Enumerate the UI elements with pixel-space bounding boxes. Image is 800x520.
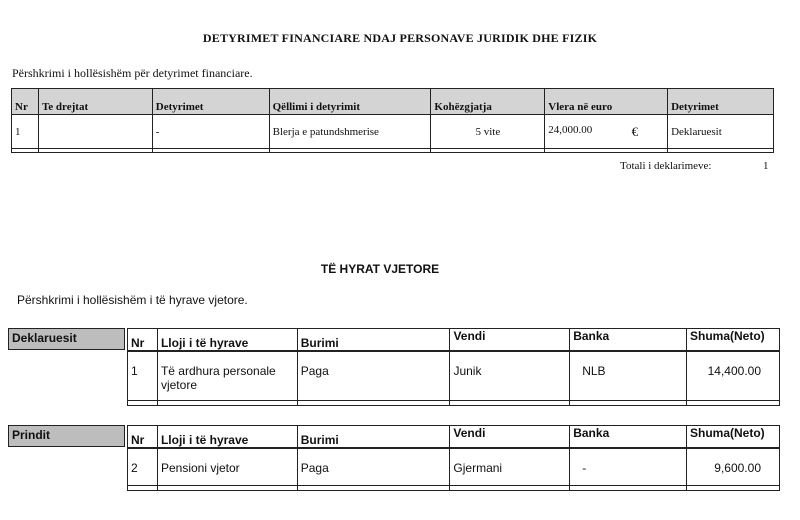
income-table-prindit (127, 425, 780, 491)
header-shuma: Shuma(Neto) (687, 329, 780, 351)
cell-burimi: Paga (297, 448, 450, 486)
header-detyrimet-2: Detyrimet (668, 89, 774, 115)
cell-shuma: 14,400.00 (687, 351, 780, 401)
cell-nr: 1 (128, 351, 158, 401)
cell-banka: NLB (570, 351, 687, 401)
header-kohezgjatja: Kohëzgjatja (431, 89, 545, 115)
cell-kohezgjatja: 5 vite (431, 115, 545, 149)
total-value: 1 (763, 160, 769, 172)
total-label: Totali i deklarimeve: (620, 160, 712, 172)
cell-lloji: Të ardhura personale vjetore (157, 351, 297, 401)
section-title-income: TË HYRAT VJETORE (320, 262, 440, 276)
group-label-prindit: Prindit (8, 425, 125, 447)
header-vendi: Vendi (450, 329, 570, 351)
header-nr: Nr (128, 329, 158, 351)
section-title-obligations: DETYRIMET FINANCIARE NDAJ PERSONAVE JURIDIK DHE FIZIK (202, 31, 598, 45)
header-banka: Banka (570, 329, 687, 351)
header-banka: Banka (570, 426, 687, 448)
table-header-row (12, 89, 774, 115)
table-footer-gap (12, 149, 774, 153)
cell-banka: - (570, 448, 687, 486)
value-amount: 24,000.00 (548, 123, 593, 136)
table-footer-gap (128, 401, 780, 406)
cell-shuma: 9,600.00 (687, 448, 780, 486)
table-header-row (128, 426, 780, 448)
table-row (128, 351, 780, 401)
header-vlera: Vlera në euro (545, 89, 668, 115)
header-shuma: Shuma(Neto) (687, 426, 780, 448)
header-vendi: Vendi (450, 426, 570, 448)
cell-burimi: Paga (297, 351, 450, 401)
header-detyrimet: Detyrimet (152, 89, 269, 115)
table-row (12, 115, 774, 149)
cell-nr: 2 (128, 448, 158, 486)
table-footer-gap (128, 486, 780, 491)
cell-detyrimet: - (152, 115, 269, 149)
income-table-deklaruesit (127, 328, 780, 406)
header-burimi: Burimi (297, 426, 450, 448)
obligations-table (11, 88, 774, 153)
header-burimi: Burimi (297, 329, 450, 351)
section-description-income: Përshkrimi i hollësishëm i të hyrave vjetore. (17, 293, 248, 307)
header-lloji: Lloji i të hyrave (157, 329, 297, 351)
header-lloji: Lloji i të hyrave (157, 426, 297, 448)
header-nr: Nr (128, 426, 158, 448)
table-row (128, 448, 780, 486)
table-header-row (128, 329, 780, 351)
cell-vendi: Junik (450, 351, 570, 401)
cell-lloji: Pensioni vjetor (157, 448, 297, 486)
header-te-drejtat: Te drejtat (38, 89, 152, 115)
header-nr: Nr (12, 89, 39, 115)
header-qellimi: Qëllimi i detyrimit (269, 89, 431, 115)
cell-te-drejtat (38, 115, 152, 149)
section-description-obligations: Përshkrimi i hollësishëm për detyrimet financiare. (12, 66, 253, 80)
euro-symbol: € (631, 123, 639, 139)
cell-qellimi: Blerja e patundshmerise (269, 115, 431, 149)
cell-vendi: Gjermani (450, 448, 570, 486)
group-label-deklaruesit: Deklaruesit (8, 328, 125, 350)
cell-detyrimet-2: Deklaruesit (668, 115, 774, 149)
cell-vlera (545, 115, 668, 149)
cell-nr: 1 (12, 115, 39, 149)
